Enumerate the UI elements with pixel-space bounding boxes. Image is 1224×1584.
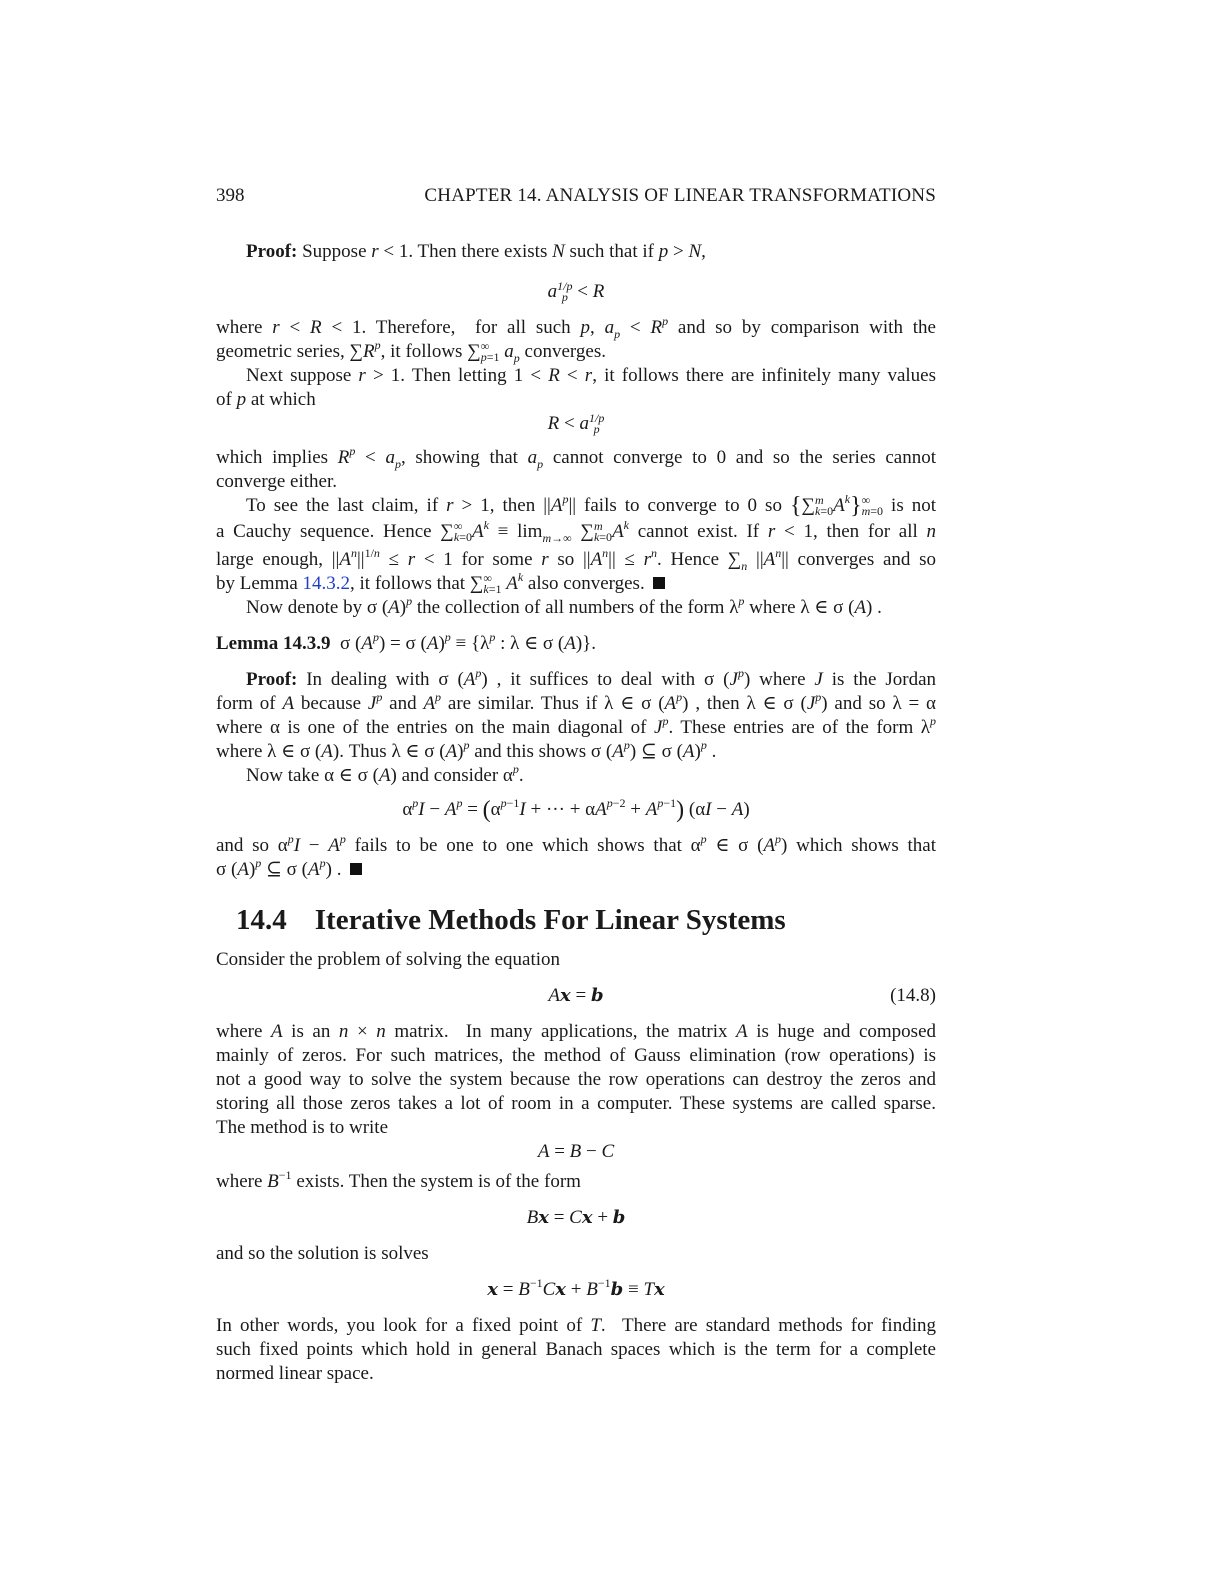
body-line-1: Consider the problem of solving the equation (216, 949, 561, 970)
equation-factorization: $\alpha^pI - A^p = (\alpha^{p-1}I$ + ··· + $\alpha A^{p-2} + A^{p-1}$) (αI − A) (402, 796, 750, 823)
body-line-3: and so the solution is solves (216, 1243, 429, 1264)
proof-2-line-5: Now take α ∈ σ (A) and consider $\alpha^p$. (246, 762, 524, 786)
body-paragraph-line: where A is an n × n matrix. In many applications, the matrix A is huge and composed (216, 1021, 936, 1042)
body-paragraph-line: The method is to write (216, 1117, 389, 1138)
body-paragraph-2-line: normed linear space. (216, 1363, 374, 1384)
proof-1-line-3: geometric series, $\sum R^p$, it follows ∑ ∞ p=1 $a_p$ converges. (216, 338, 606, 365)
body-paragraph-line: mainly of zeros. For such matrices, the method of Gauss elimination (row operations) is (216, 1045, 936, 1066)
equation-number: (14.8) (890, 985, 936, 1006)
proof-1-line-11: by Lemma 14.3.2, it follows that ∑ ∞ k=1 $A^k$ also converges. (216, 572, 936, 596)
equation-ap-less-R: a 1/p p < R (547, 279, 605, 304)
body-paragraph-line: not a good way to solve the system because the row operations can destroy the zeros and (216, 1069, 936, 1090)
proof-1-line-10: large enough, $||A^n||^{1/n} \le r < 1$ for some r so $||A^n|| \le r^n$. Hence $\sum_n$ $||A^n||$ converges and so (216, 546, 936, 573)
section-title: Iterative Methods For Linear Systems (314, 904, 786, 936)
proof-2-line-6: and so $\alpha^pI - A^p$ fails to be one to one which shows that $\alpha^p$ ∈ σ $(A^p)$ which shows that (216, 832, 936, 856)
qed-square-2 (350, 863, 362, 875)
proof-2-line-3: where α is one of the entries on the main diagonal of $J^p$. These entries are of the form $\lambda^p$ (216, 714, 937, 738)
proof-label-2: Proof: (246, 669, 298, 690)
lemma-label: Lemma 14.3.9 (216, 633, 331, 654)
proof-2-line-1: Proof: In dealing with σ $(A^p)$ , it suffices to deal with σ $(J^p)$ where J is the Jordan (246, 666, 936, 690)
body-paragraph-line: storing all those zeros takes a lot of room in a computer. These systems are called sparse. (216, 1093, 936, 1114)
proof-1-line-2: where r < R < 1. Therefore, for all such p, $a_p < R^p$ and so by comparison with the (216, 314, 936, 341)
proof-2-line-4: where λ ∈ σ (A). Thus λ ∈ σ $(A)^p$ and this shows σ $(A^p)$ ⊆ σ $(A)^p$ . (216, 738, 717, 762)
proof-1-line-5: of p at which (216, 389, 316, 410)
page-number: 398 (216, 185, 245, 206)
equation-A-split: A = B − C (537, 1141, 615, 1162)
equation-fixed-point: $x = B^{-1}Cx + B^{-1}b \equiv Tx$ (487, 1276, 665, 1300)
proof-1-line-12: Now denote by σ $(A)^p$ the collection of all numbers of the form $\lambda^p$ where λ ∈ σ (A) . (246, 594, 882, 618)
proof-2-line-7: σ $(A)^p$ ⊆ σ $(A^p)$ . (216, 858, 936, 882)
equation-R-less-ap: R < a 1/p p (547, 411, 605, 436)
section-heading (236, 902, 956, 938)
qed-square (653, 577, 665, 589)
chapter-title: CHAPTER 14. ANALYSIS OF LINEAR TRANSFORMATIONS (424, 185, 936, 206)
lemma-statement: Lemma 14.3.9 σ $(A^p) = \sigma$ $(A)^p \equiv \{\lambda^p$ : λ ∈ σ (A)}. (216, 630, 597, 654)
section-number: 14.4 (236, 904, 287, 936)
proof-1-line-8: To see the last claim, if r > 1, then $||A^p||$ fails to converge to 0 so {∑ m k=0 $A^k$} ∞ m=0 is not (246, 492, 936, 519)
proof-2-line-2: form of A because $J^p$ and $A^p$ are similar. Thus if λ ∈ σ $(A^p)$ , then λ ∈ σ $(J^p)$ and so λ = α (216, 690, 936, 714)
body-paragraph-2-line: such fixed points which hold in general Banach spaces which is the term for a complete (216, 1339, 936, 1360)
body-line-2: where $B^{-1}$ exists. Then the system is of the form (216, 1168, 581, 1192)
proof-1-line-7: converge either. (216, 471, 337, 492)
page (216, 0, 936, 1584)
lemma-reference-link[interactable]: 14.3.2 (302, 573, 351, 594)
proof-1-line-4: Next suppose r > 1. Then letting 1 < R < r, it follows there are infinitely many values (246, 365, 936, 386)
equation-14-8: Ax = b (14.8) (548, 985, 936, 1006)
proof-1-line-1: Proof: Suppose r < 1. Then there exists N such that if p > N, (246, 241, 706, 262)
proof-1-line-9: a Cauchy sequence. Hence ∑ ∞ k=0 $A^k \equiv \lim_{m\to\infty}$ ∑ m k=0 $A^k$ cannot exist. If r < 1, then for all n (216, 518, 937, 545)
proof-label: Proof: (246, 241, 298, 262)
equation-Bx: Bx = Cx + b (526, 1207, 626, 1228)
body-paragraph-2-line: In other words, you look for a fixed point of T. There are standard methods for finding (216, 1315, 936, 1336)
proof-1-line-6: which implies $R^p < a_p$, showing that $a_p$ cannot converge to 0 and so the series cannot (216, 444, 936, 471)
